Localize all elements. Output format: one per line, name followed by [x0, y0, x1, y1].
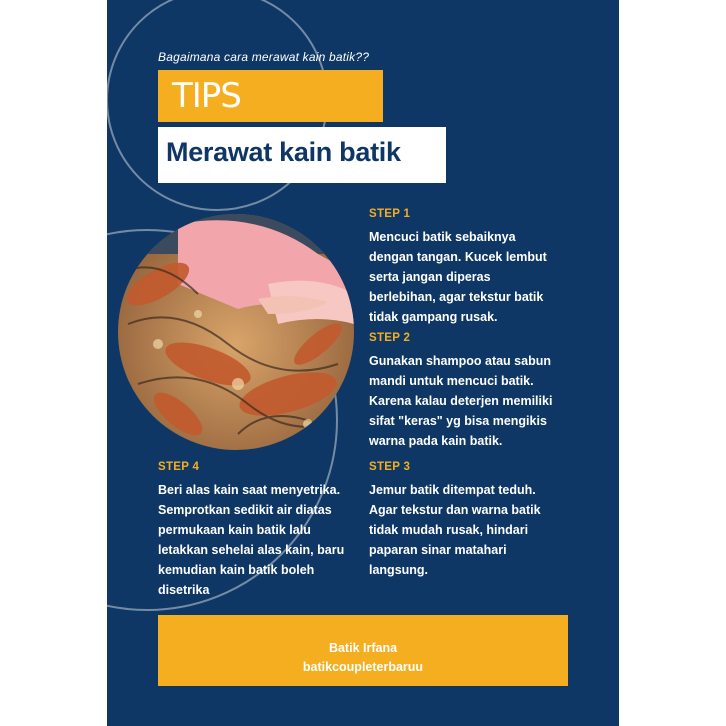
tips-banner: [158, 70, 383, 122]
step-3-text: [369, 480, 579, 580]
step-2-text: [369, 351, 589, 451]
step-3-label: STEP 3: [369, 461, 411, 473]
poster: [107, 0, 619, 726]
batik-photo: [118, 214, 354, 450]
brand-handle: batikcoupleterbaruu: [302, 660, 424, 674]
step-1-text: [369, 227, 579, 327]
step-4-line: Beri alas kain saat menyetrika.: [158, 483, 341, 497]
step-4-line: kemudian kain batik boleh: [158, 563, 315, 577]
subtitle: Bagaimana cara merawat kain batik??: [158, 50, 370, 64]
step-1-label: STEP 1: [369, 208, 411, 220]
batik-fabric-image: [118, 214, 354, 450]
page-title: Merawat kain batik: [166, 137, 401, 167]
step-1-line: Mencuci batik sebaiknya: [369, 230, 516, 244]
step-3-line: Jemur batik ditempat teduh.: [369, 483, 536, 497]
step-2-label: STEP 2: [369, 332, 411, 344]
step-4-text: [158, 480, 368, 600]
step-3-line: langsung.: [369, 563, 429, 577]
step-2-line: Gunakan shampoo atau sabun: [369, 354, 551, 368]
step-4-line: permukaan kain batik lalu: [158, 523, 311, 537]
step-1-line: berlebihan, agar tekstur batik: [369, 290, 544, 304]
brand-name: Batik Irfana: [328, 641, 398, 655]
footer-banner: [158, 615, 568, 686]
step-2-line: sifat "keras" yg bisa mengikis: [369, 414, 547, 428]
step-1-line: dengan tangan. Kucek lembut: [369, 250, 547, 264]
step-2-line: mandi untuk mencuci batik.: [369, 374, 534, 388]
step-3-line: Agar tekstur dan warna batik: [369, 503, 541, 517]
step-3-line: tidak mudah rusak, hindari: [369, 523, 529, 537]
step-2-line: Karena kalau deterjen memiliki: [369, 394, 553, 408]
step-1-line: serta jangan diperas: [369, 270, 491, 284]
step-2: [369, 332, 589, 451]
step-1: [369, 208, 579, 327]
step-3-line: paparan sinar matahari: [369, 543, 507, 557]
step-1-line: tidak gampang rusak.: [369, 310, 498, 324]
tips-label: TIPS: [172, 76, 241, 116]
step-4-line: Semprotkan sedikit air diatas: [158, 503, 332, 517]
step-2-line: warna pada kain batik.: [369, 434, 503, 448]
title-banner: [158, 127, 446, 183]
step-4-line: disetrika: [158, 583, 210, 597]
step-4: [158, 461, 368, 600]
step-4-label: STEP 4: [158, 461, 200, 473]
step-4-line: letakkan sehelai alas kain, baru: [158, 543, 345, 557]
step-3: [369, 461, 579, 580]
